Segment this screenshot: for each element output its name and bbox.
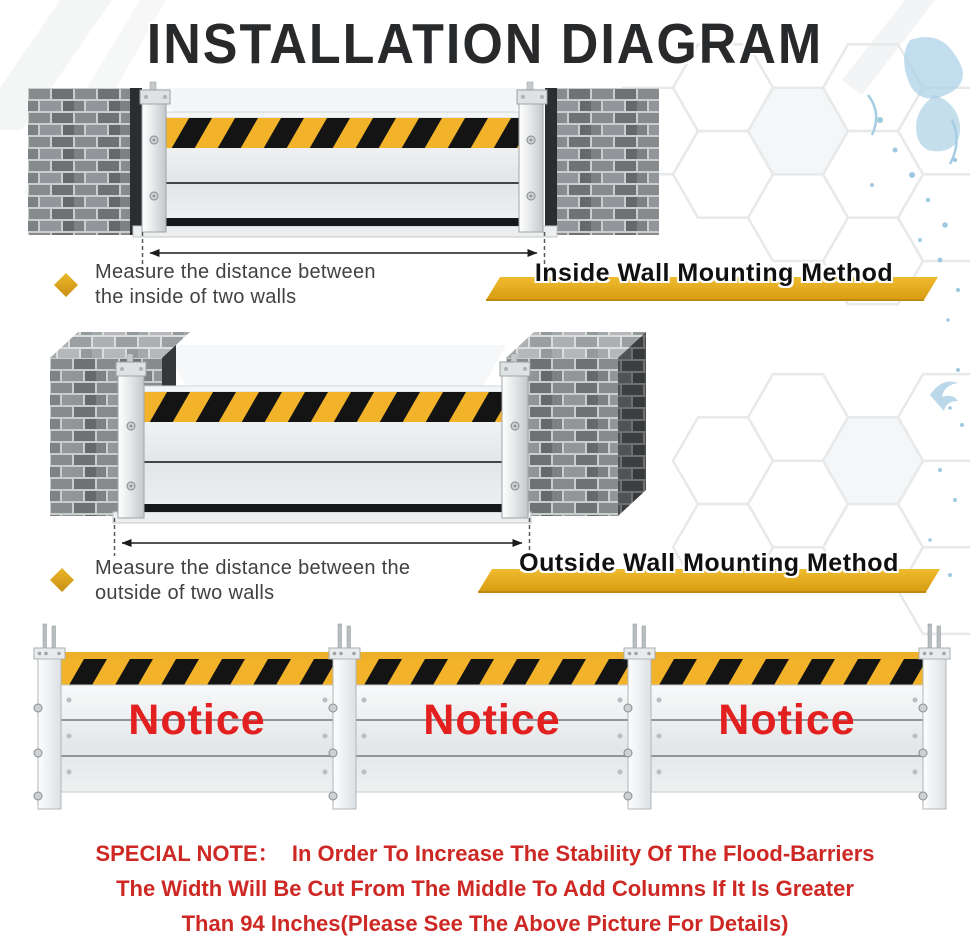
banner-outside-mounting: Outside Wall Mounting Method [519,549,899,577]
notice-label: Notice [718,696,856,744]
banner-inside-mounting: Inside Wall Mounting Method [534,259,894,287]
left-wall [28,88,142,235]
barrier-post-right [517,82,547,232]
right-pillar-side [618,332,646,516]
measure-caption-inside [95,260,376,310]
special-note-line: The Width Will Be Cut From The Middle To Add Columns If It Is Greater [116,876,854,901]
notice-label: Notice [128,696,266,744]
hazard-stripe [144,392,502,422]
right-wall [545,88,659,235]
hazard-stripe [356,659,628,685]
diamond-bullet-icon [50,568,74,592]
back-shade [162,345,506,392]
barrier-post-left [116,354,146,518]
measure-caption-outside [95,556,410,606]
row-post [919,624,950,809]
barrier-post-left [140,82,170,232]
barrier-sill [133,226,557,237]
caption-line: Measure the distance between [95,261,376,283]
special-note-line: SPECIAL NOTE： In Order To Increase The Stability Of The Flood-Barriers [95,841,875,866]
caption-line: Measure the distance between the [95,557,411,579]
hazard-stripe [651,659,923,685]
flood-barrier-panel [166,112,519,226]
flood-barrier-panel [144,386,502,512]
diamond-bullet-icon [54,273,78,297]
caption-line: the inside of two walls [95,286,297,308]
barrier-post-right [500,354,530,518]
measure-arrow-outside [115,518,530,556]
barrier-sill [113,512,531,523]
hazard-stripe [61,659,333,685]
hazard-stripe [166,118,519,148]
caption-line: outside of two walls [95,582,275,604]
special-note-line: Than 94 Inches(Please See The Above Picture For Details) [181,911,789,936]
special-note [0,836,970,939]
notice-label: Notice [423,696,561,744]
page-title: INSTALLATION DIAGRAM [146,13,824,76]
